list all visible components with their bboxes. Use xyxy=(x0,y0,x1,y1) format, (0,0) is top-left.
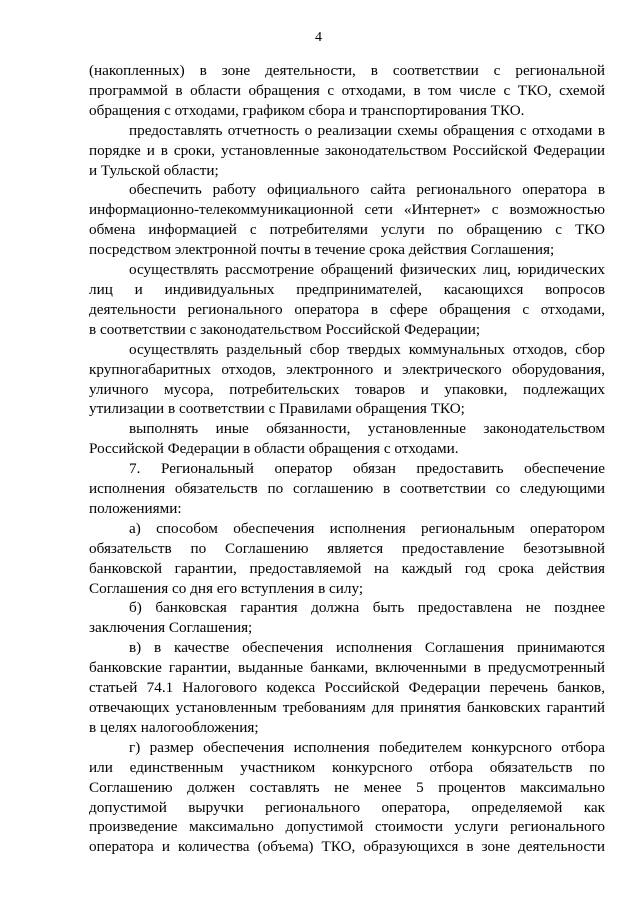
text-line: в соответствии с законодательством Российской Федерации; xyxy=(89,320,481,338)
text-line: в) в качестве обеспечения исполнения Соглашения принимаются xyxy=(129,639,605,657)
paragraph xyxy=(89,738,605,857)
text-line: положениями: xyxy=(89,499,182,517)
text-line: Соглашения со дня его вступления в силу; xyxy=(89,579,364,597)
paragraph xyxy=(89,519,605,599)
text-line: исполнения обязательств по соглашению в соответствии со следующими xyxy=(89,480,605,498)
paragraph xyxy=(89,459,605,519)
text-line: 7. Региональный оператор обязан предоставить обеспечение xyxy=(129,460,605,478)
paragraph xyxy=(89,340,605,420)
text-line: банковские гарантии, выданные банками, включенными в предусмотренный xyxy=(89,659,605,677)
text-line: крупногабаритных отходов, электронного и электрического оборудования, xyxy=(89,360,605,378)
text-line: осуществлять раздельный сбор твердых коммунальных отходов, сбор xyxy=(129,340,605,358)
text-line: утилизации в соответствии с Правилами обращения ТКО; xyxy=(89,400,465,418)
text-line: осуществлять рассмотрение обращений физических лиц, юридических xyxy=(129,261,605,279)
text-line: отвечающих установленным требованиям для принятия банковских гарантий xyxy=(89,699,605,716)
document-body xyxy=(89,61,605,857)
text-line: или единственным участником конкурсного отбора обязательств по xyxy=(89,758,605,776)
text-line: выполнять иные обязанности, установленные законодательством xyxy=(129,420,605,438)
text-line: статьей 74.1 Налогового кодекса Российской Федерации перечень банков, xyxy=(89,679,605,697)
text-line: порядке и в сроки, установленные законодательством Российской Федерации xyxy=(89,141,605,159)
text-line: произведение максимально допустимой стоимости услуги регионального xyxy=(89,818,605,836)
text-line: обращения с отходами, графиком сбора и транспортирования ТКО. xyxy=(89,101,525,119)
text-line: б) банковская гарантия должна быть предоставлена не позднее xyxy=(129,599,605,617)
paragraph xyxy=(89,61,605,121)
text-line: Соглашению должен составлять не менее 5 процентов максимально xyxy=(89,778,605,796)
text-line: лиц и индивидуальных предпринимателей, касающихся вопросов xyxy=(89,280,605,298)
text-line: заключения Соглашения; xyxy=(89,619,253,637)
text-line: деятельности регионального оператора в сфере обращения с отходами, xyxy=(89,300,605,318)
text-line: а) способом обеспечения исполнения региональным оператором xyxy=(129,519,605,537)
paragraph xyxy=(89,121,605,181)
text-line: посредством электронной почты в течение срока действия Соглашения; xyxy=(89,241,555,259)
text-line: обеспечить работу официального сайта регионального оператора в xyxy=(129,181,605,199)
text-line: и Тульской области; xyxy=(89,161,219,179)
paragraph xyxy=(89,638,605,738)
text-line: уличного мусора, потребительских товаров и упаковки, подлежащих xyxy=(89,380,605,398)
text-line: (накопленных) в зоне деятельности, в соответствии с региональной xyxy=(89,62,605,79)
text-line: обмена информацией с потребителями услуги по обращению с ТКО xyxy=(89,221,605,239)
text-line: обязательств по Соглашению является предоставление безотзывной xyxy=(89,539,605,557)
page-number: 4 xyxy=(315,30,322,45)
text-line: предоставлять отчетность о реализации схемы обращения с отходами в xyxy=(129,121,605,139)
text-line: информационно-телекоммуникационной сети «Интернет» с возможностью xyxy=(89,201,605,219)
paragraph xyxy=(89,180,605,260)
text-line: допустимой выручки регионального оператора, определяемой как xyxy=(89,798,605,816)
paragraph xyxy=(89,260,605,340)
text-line: в целях налогообложения; xyxy=(89,718,259,736)
text-line: Российской Федерации в области обращения с отходами. xyxy=(89,440,459,458)
text-line: г) размер обеспечения исполнения победителем конкурсного отбора xyxy=(129,738,605,756)
paragraph xyxy=(89,419,605,459)
text-line: банковской гарантии, предоставляемой на каждый год срока действия xyxy=(89,559,605,577)
text-line: программой в области обращения с отходами, в том числе с ТКО, схемой xyxy=(89,81,605,99)
paragraph xyxy=(89,598,605,638)
text-line: оператора и количества (объема) ТКО, образующихся в зоне деятельности xyxy=(89,838,605,856)
